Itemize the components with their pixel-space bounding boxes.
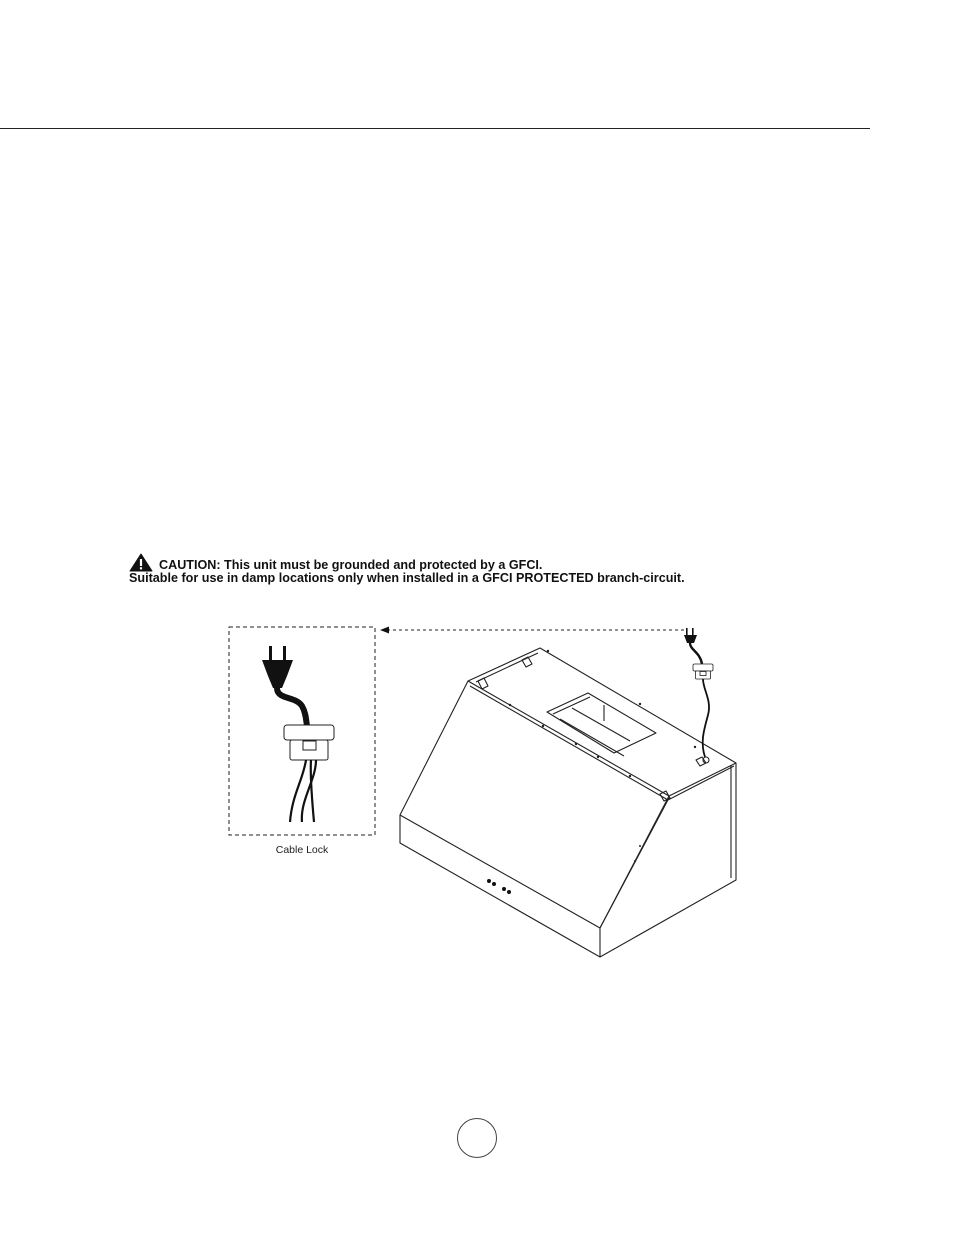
cable-lock-label: Cable Lock	[275, 844, 329, 856]
hood-power-plug-icon	[684, 628, 697, 643]
hood-cable-lock-icon	[693, 664, 713, 679]
arrow-left-icon	[380, 627, 686, 634]
caution-line-1: CAUTION: This unit must be grounded and protected by a GFCI.	[159, 557, 543, 572]
range-hood-icon	[400, 648, 736, 957]
control-buttons	[487, 879, 511, 894]
cable-wires	[290, 760, 316, 822]
plug-cord	[277, 688, 307, 726]
page-number-circle	[457, 1118, 497, 1158]
cable-lock-icon	[284, 725, 334, 760]
hood-cord-top	[690, 643, 702, 664]
power-plug-icon	[262, 646, 293, 688]
caution-line-2: Suitable for use in damp locations only when installed in a GFCI PROTECTED branch-circuit.	[129, 571, 685, 585]
